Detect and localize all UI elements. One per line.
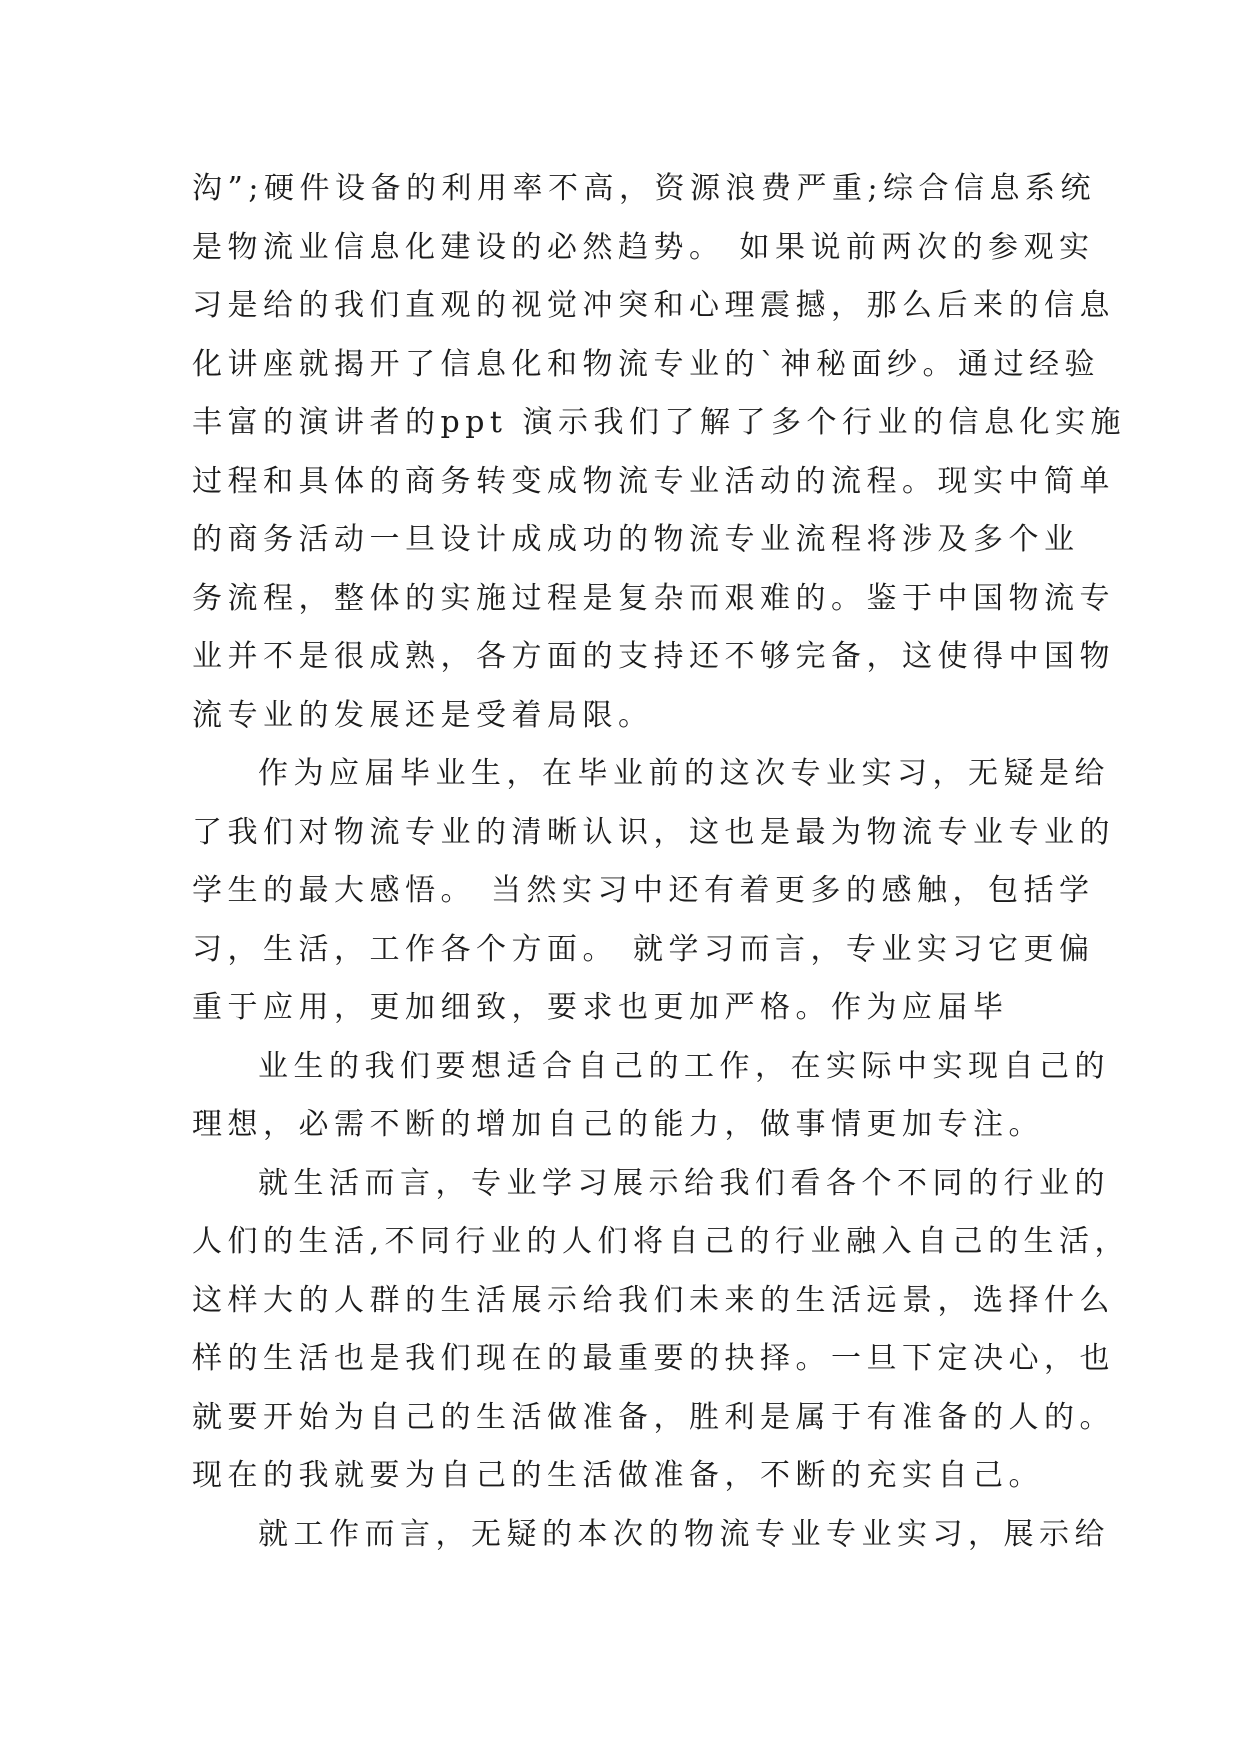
text-line: 这样大的人群的生活展示给我们未来的生活远景，选择什么 — [192, 1282, 1115, 1318]
text-line: 样的生活也是我们现在的最重要的抉择。一旦下定决心，也 — [192, 1341, 1115, 1376]
text-line: 就要开始为自己的生活做准备，胜利是属于有准备的人的。 — [192, 1399, 1115, 1435]
text-line: 重于应用，更加细致，要求也更加严格。作为应届毕 — [192, 990, 1009, 1025]
text-line: 化讲座就揭开了信息化和物流专业的`神秘面纱。通过经验 — [192, 346, 1100, 382]
text-line: 了我们对物流专业的清晰认识，这也是最为物流专业专业的 — [192, 814, 1115, 850]
paragraph-first-line: 作为应届毕业生，在毕业前的这次专业实习，无疑是给 — [258, 756, 1110, 791]
text-line: 流专业的发展还是受着局限。 — [192, 697, 654, 733]
text-line: 理想，必需不断的增加自己的能力，做事情更加专注。 — [192, 1107, 1044, 1142]
text-line: 丰富的演讲者的ppt 演示我们了解了多个行业的信息化实施 — [192, 405, 1126, 440]
text-line: 是物流业信息化建设的必然趋势。 如果说前两次的参观实 — [192, 229, 1095, 265]
text-line: 过程和具体的商务转变成物流专业活动的流程。现实中简单 — [192, 463, 1115, 499]
paragraph-first-line: 就生活而言，专业学习展示给我们看各个不同的行业的 — [258, 1165, 1110, 1201]
text-line: 学生的最大感悟。 当然实习中还有着更多的感触，包括学 — [192, 873, 1095, 908]
text-line: 习，生活，工作各个方面。 就学习而言，专业实习它更偏 — [192, 931, 1095, 967]
paragraph-first-line: 就工作而言，无疑的本次的物流专业专业实习，展示给 — [258, 1516, 1110, 1552]
text-line: 的商务活动一旦设计成成功的物流专业流程将涉及多个业 — [192, 522, 1080, 557]
paragraph-first-line: 业生的我们要想适合自己的工作，在实际中实现自己的 — [258, 1048, 1110, 1084]
text-line: 业并不是很成熟，各方面的支持还不够完备，这使得中国物 — [192, 639, 1115, 674]
text-line: 人们的生活,不同行业的人们将自己的行业融入自己的生活， — [192, 1224, 1131, 1259]
text-line: 沟”;硬件设备的利用率不高，资源浪费严重;综合信息系统 — [192, 171, 1097, 206]
text-line: 务流程，整体的实施过程是复杂而艰难的。鉴于中国物流专 — [192, 580, 1115, 616]
text-line: 习是给的我们直观的视觉冲突和心理震撼，那么后来的信息 — [192, 288, 1115, 323]
document-body — [192, 160, 1131, 1564]
text-line: 现在的我就要为自己的生活做准备，不断的充实自己。 — [192, 1458, 1044, 1493]
